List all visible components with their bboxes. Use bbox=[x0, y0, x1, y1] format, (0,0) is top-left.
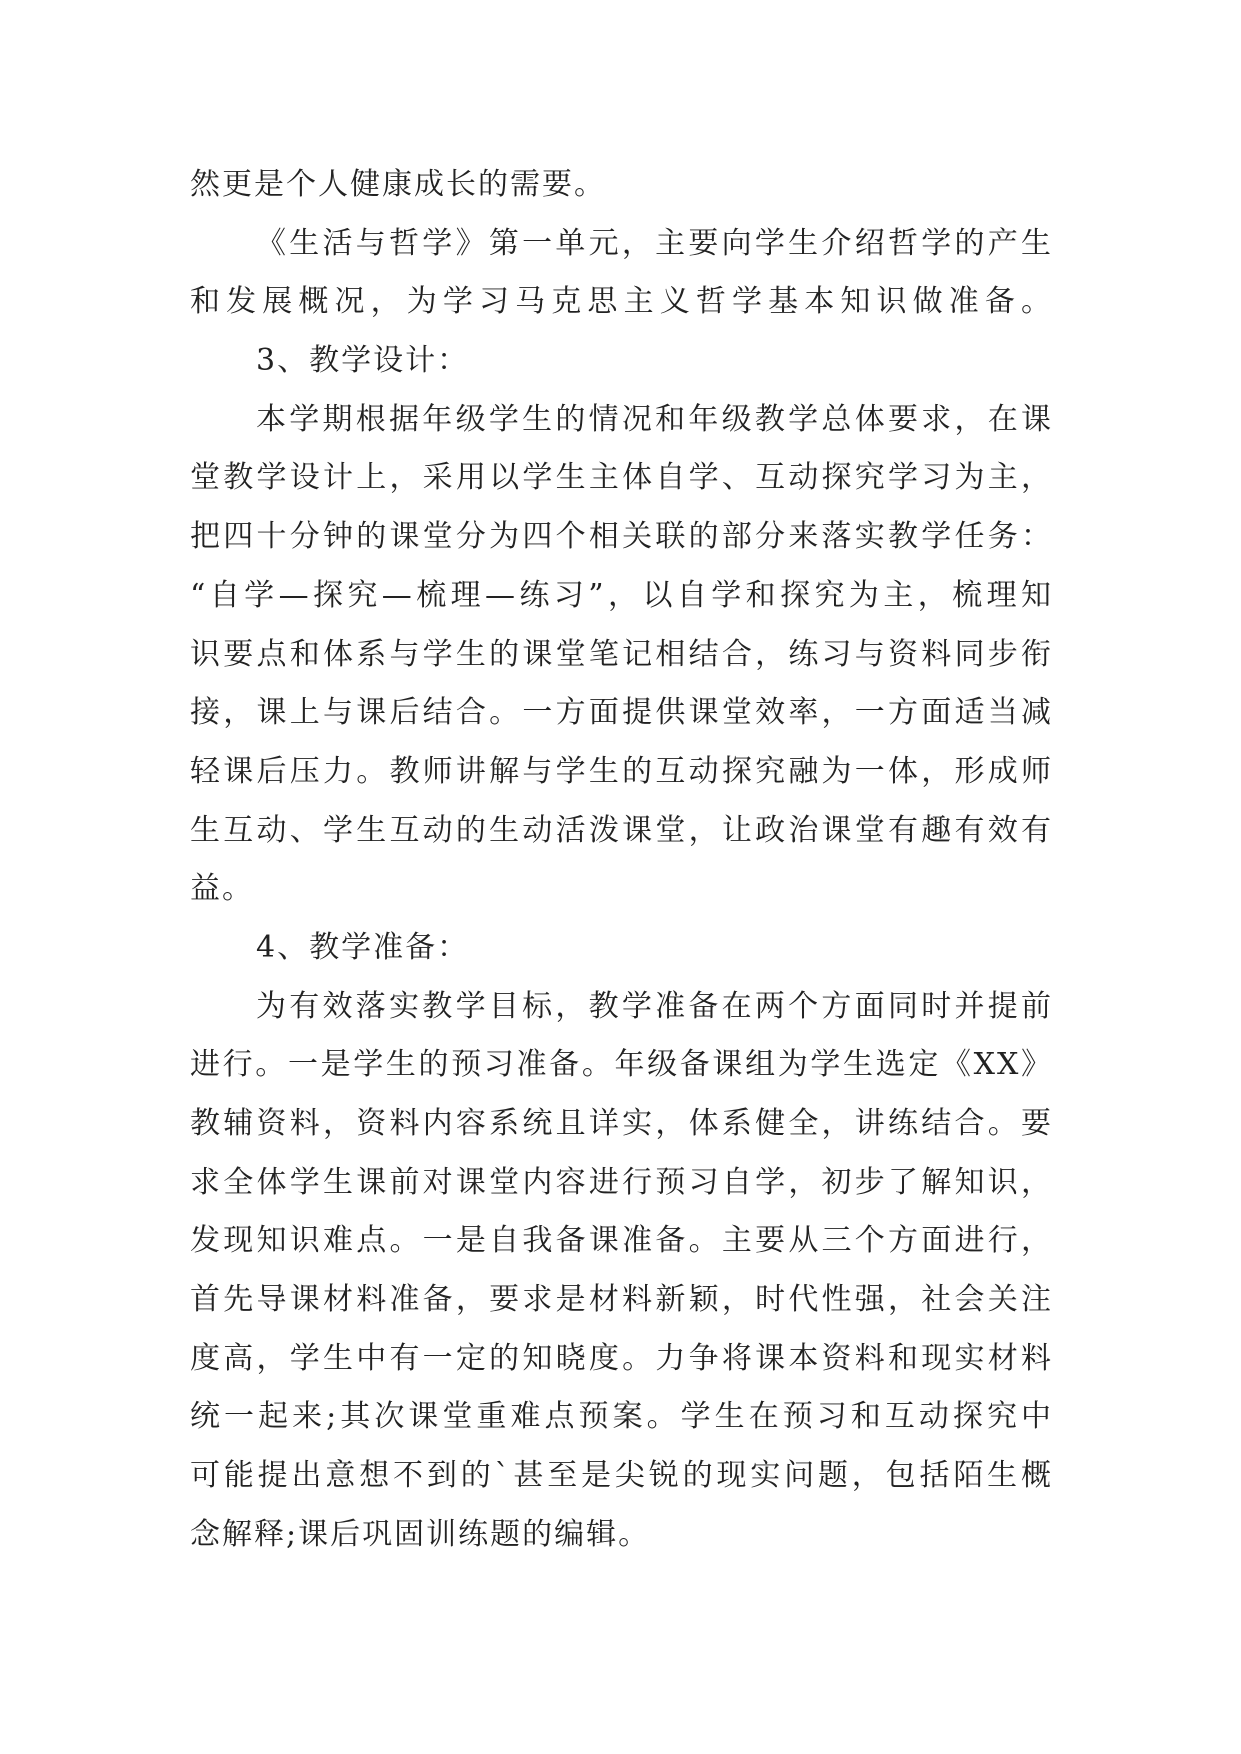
paragraph-line: 统一起来;其次课堂重难点预案。学生在预习和互动探究中 bbox=[190, 1399, 1053, 1435]
paragraph-line: 度高，学生中有一定的知晓度。力争将课本资料和现实材料 bbox=[190, 1340, 1053, 1376]
paragraph-line: 为有效落实教学目标，教学准备在两个方面同时并提前 bbox=[256, 988, 1053, 1024]
paragraph bbox=[190, 215, 1053, 332]
document-body bbox=[190, 156, 1053, 1565]
paragraph-line: 发现知识难点。一是自我备课准备。主要从三个方面进行， bbox=[190, 1223, 1053, 1259]
paragraph-line: 益。 bbox=[190, 871, 254, 907]
paragraph-line: 本学期根据年级学生的情况和年级教学总体要求，在课 bbox=[256, 401, 1053, 437]
paragraph-line: 堂教学设计上，采用以学生主体自学、互动探究学习为主， bbox=[190, 460, 1053, 496]
section-heading bbox=[190, 919, 1053, 978]
paragraph bbox=[190, 391, 1053, 919]
paragraph-line: 教辅资料，资料内容系统且详实，体系健全，讲练结合。要 bbox=[190, 1106, 1053, 1141]
paragraph-line: 《生活与哲学》第一单元，主要向学生介绍哲学的产生 bbox=[256, 225, 1053, 261]
paragraph-line: “自学—探究—梳理—练习”，以自学和探究为主，梳理知 bbox=[190, 577, 1053, 613]
paragraph-line: 念解释;课后巩固训练题的编辑。 bbox=[190, 1516, 651, 1552]
paragraph-line: 进行。一是学生的预习准备。年级备课组为学生选定《XX》 bbox=[190, 1047, 1053, 1083]
paragraph-line: 求全体学生课前对课堂内容进行预习自学，初步了解知识， bbox=[190, 1164, 1053, 1200]
paragraph-line: 首先导课材料准备，要求是材料新颖，时代性强，社会关注 bbox=[190, 1282, 1053, 1318]
paragraph-line: 和发展概况，为学习马克思主义哲学基本知识做准备。 bbox=[190, 284, 1053, 320]
paragraph-line: 然更是个人健康成长的需要。 bbox=[190, 167, 606, 202]
paragraph-line: 把四十分钟的课堂分为四个相关联的部分来落实教学任务： bbox=[190, 519, 1053, 555]
paragraph bbox=[190, 156, 1053, 215]
section-heading-text: 3、教学设计： bbox=[256, 343, 470, 379]
paragraph-line: 接，课上与课后结合。一方面提供课堂效率，一方面适当减 bbox=[190, 695, 1053, 731]
paragraph-line: 轻课后压力。教师讲解与学生的互动探究融为一体，形成师 bbox=[190, 753, 1053, 789]
section-heading bbox=[190, 332, 1053, 391]
paragraph-line: 识要点和体系与学生的课堂笔记相结合，练习与资料同步衔 bbox=[190, 636, 1053, 672]
paragraph bbox=[190, 978, 1053, 1565]
section-heading-text: 4、教学准备： bbox=[256, 929, 470, 965]
paragraph-line: 可能提出意想不到的`甚至是尖锐的现实问题，包括陌生概 bbox=[190, 1458, 1053, 1494]
paragraph-line: 生互动、学生互动的生动活泼课堂，让政治课堂有趣有效有 bbox=[190, 812, 1053, 848]
